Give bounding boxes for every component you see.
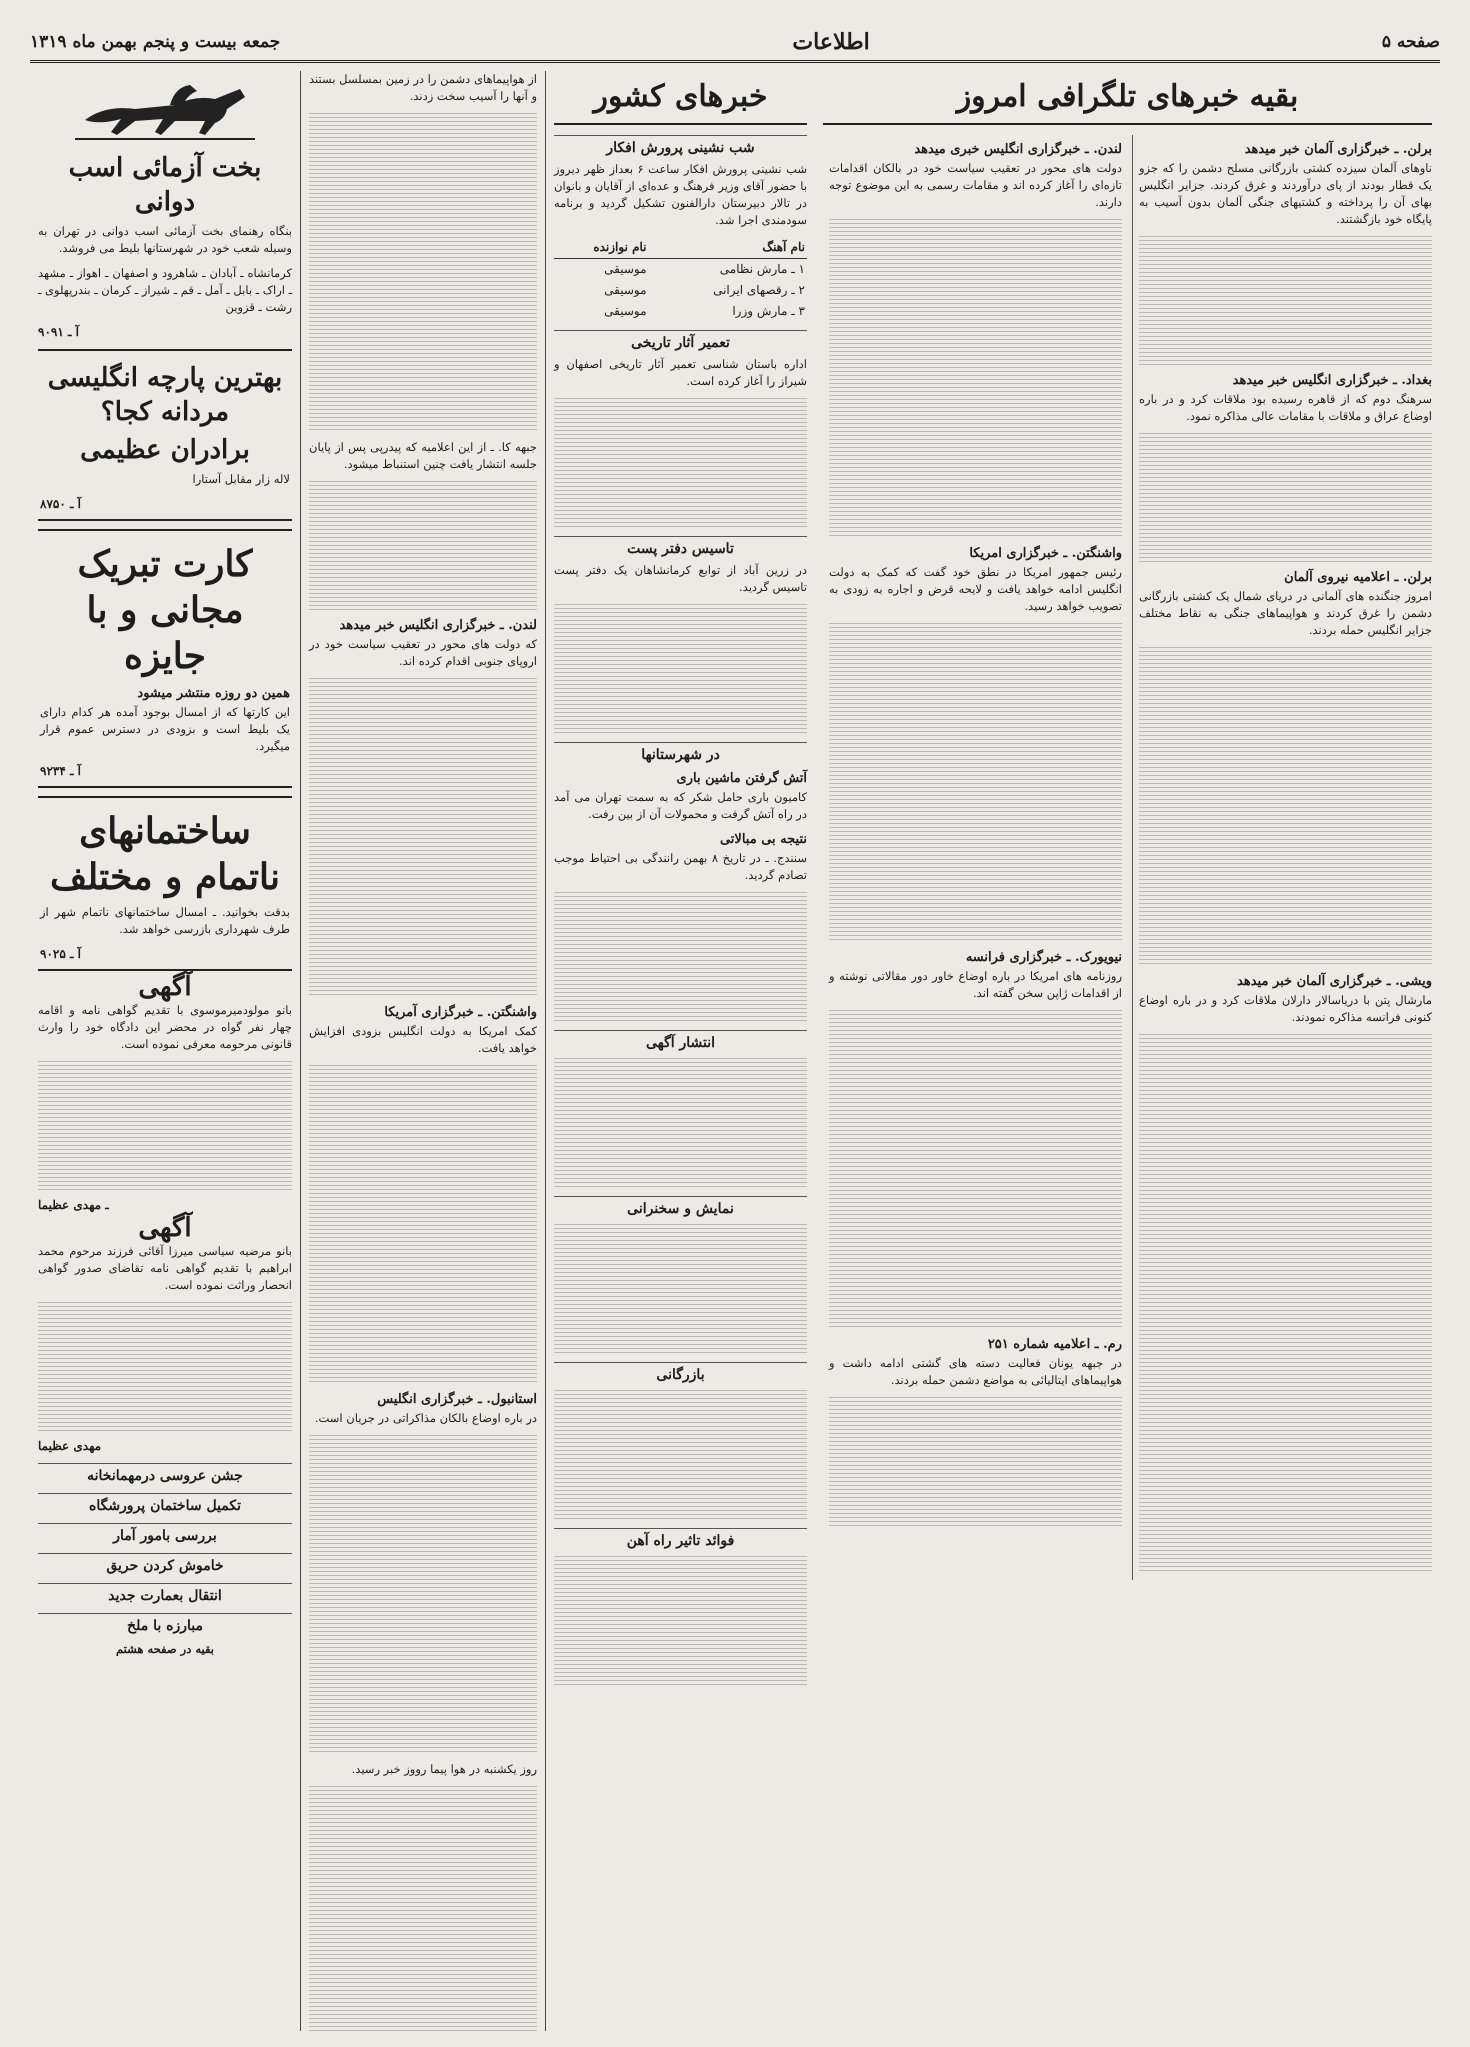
- section-heading: انتشار آگهی: [554, 1030, 807, 1052]
- ad-reference: آ ـ ۸۷۵۰: [40, 497, 81, 511]
- text-block: [309, 113, 537, 433]
- program-player: موسیقی: [604, 304, 647, 318]
- program-player: موسیقی: [604, 262, 647, 276]
- text-block: [554, 1058, 807, 1188]
- ad-reference: آ ـ ۹۰۲۵: [40, 947, 81, 961]
- news-lead: رم. ـ اعلامیه شماره ۲۵۱: [987, 1337, 1122, 1352]
- buildings-ad-title: ساختمانهای ناتمام و مختلف: [49, 810, 281, 898]
- news-paragraph: سنندج. ـ در تاریخ ۸ بهمن رانندگی بی احتیاط موجب تصادم گردید.: [554, 851, 807, 882]
- notice-signature: مهدی عظیما: [38, 1439, 102, 1453]
- masthead: [30, 24, 1440, 63]
- text-block: [554, 1390, 807, 1520]
- section-heading: بررسی بامور آمار: [38, 1523, 292, 1545]
- racehorse-illustration: [65, 75, 265, 145]
- text-block: [829, 1397, 1122, 1527]
- continued-news-column: [300, 71, 545, 2031]
- columns: [30, 71, 1440, 2031]
- news-lead: برلن. ـ خبرگزاری آلمان خبر میدهد: [1244, 142, 1432, 157]
- text-block: [309, 481, 537, 611]
- section-heading: فوائد تاثیر راه آهن: [554, 1528, 807, 1550]
- section-heading: خاموش کردن حریق: [38, 1553, 292, 1575]
- text-block: [829, 1010, 1122, 1330]
- news-lead: لندن. ـ خبرگزاری انگلیس خبر میدهد: [339, 618, 537, 633]
- news-lead: نیویورک. ـ خبرگزاری فرانسه: [965, 950, 1122, 965]
- text-block: [554, 398, 807, 528]
- fabric-ad-title: بهترین پارچه انگلیسی مردانه کجا؟: [47, 363, 283, 427]
- news-paragraph: در جبهه یونان فعالیت دسته های گشتی ادامه داشت و هواپیماهای ایتالیائی به مواضع دشمن حمله بردند.: [829, 1356, 1122, 1387]
- notice-heading: آگهی: [138, 972, 192, 1002]
- page-number: صفحه ۵: [1381, 32, 1440, 52]
- news-lead: بغداد. ـ خبرگزاری انگلیس خبر میدهد: [1232, 373, 1432, 388]
- greeting-card-ad: [38, 529, 292, 788]
- news-lead: ویشی. ـ خبرگزاری آلمان خبر میدهد: [1237, 974, 1432, 989]
- notice-text: بانو مولودمیرموسوی با تقدیم گواهی نامه و اقامه چهار نفر گواه در محضر این دادگاه خود را وارث قانونی مرحومه معرفی نموده است.: [38, 1003, 292, 1051]
- greeting-card-ad-sub: همین دو روزه منتشر میشود: [137, 686, 290, 701]
- news-lead: واشنگتن. ـ خبرگزاری آمریکا: [384, 1005, 537, 1020]
- telegraph-news-title: بقیه خبرهای تلگرافی امروز: [823, 77, 1432, 125]
- ad-reference: آ ـ ۹۲۳۴: [40, 764, 81, 778]
- news-paragraph: که دولت های محور در تعقیب سیاست خود در اروپای جنوبی اقدام کرده اند.: [309, 637, 537, 668]
- ad-text: این کارتها که از امسال بوجود آمده هر کدام دارای یک بلیط است و بزودی در دسترس عموم قرار میگیرد.: [40, 705, 290, 753]
- news-lead: استانبول. ـ خبرگزاری انگلیس: [377, 1392, 537, 1407]
- greeting-card-ad-title: کارت تبریک مجانی و با جایزه: [77, 543, 253, 677]
- news-paragraph: امروز جنگنده های آلمانی در دریای شمال یک کشتی بازرگانی دشمن را غرق کردند و هواپیماهای جنگی به نقاط مختلف جزایر انگلیس حمله بردند.: [1139, 589, 1432, 637]
- domestic-news-title: خبرهای کشور: [554, 77, 807, 125]
- section-heading: انتقال بعمارت جدید: [38, 1583, 292, 1605]
- text-block: [38, 1302, 292, 1432]
- news-paragraph: کامیون باری حامل شکر که به سمت تهران می آمد در راه آتش گرفت و محمولات آن از بین رفت.: [554, 790, 807, 821]
- notice-signature: ـ مهدی عظیما: [38, 1198, 109, 1212]
- text-block: [554, 604, 807, 734]
- news-paragraph: جبهه کا. ـ از این اعلامیه که پیدرپی پس از پایان جلسه انتشار یافت چنین استنباط میشود.: [309, 440, 537, 471]
- news-lead: آتش گرفتن ماشین باری: [676, 771, 807, 786]
- news-paragraph: دولت های محور در تعقیب سیاست خود در بالکان اقدامات تازه‌ای را آغاز کرده اند و مقامات رسمی به این موضوع توجه دارند.: [829, 161, 1122, 209]
- notice-heading: آگهی: [138, 1213, 192, 1243]
- text-block: [554, 1556, 807, 1686]
- news-lead: لندن. ـ خبرگزاری انگلیس خبری میدهد: [914, 142, 1122, 157]
- news-lead: نتیجه بی مبالاتی: [719, 832, 807, 847]
- telegraph-news-column: [815, 71, 1440, 2031]
- ad-text: بدقت بخوانید. ـ امسال ساختمانهای ناتمام شهر از طرف شهرداری بازرسی خواهد شد.: [40, 905, 290, 936]
- domestic-news-column: [545, 71, 815, 2031]
- news-paragraph: کمک امریکا به دولت انگلیس بزودی افزایش خواهد یافت.: [309, 1024, 537, 1055]
- section-heading: در شهرستانها: [554, 742, 807, 764]
- issue-date: جمعه بیست و پنجم بهمن ماه ۱۳۱۹: [30, 32, 281, 52]
- table-row: [554, 301, 807, 322]
- text-block: [309, 1065, 537, 1385]
- program-player: موسیقی: [604, 283, 647, 297]
- notice-text: بانو مرضیه سیاسی میرزا آقائی فرزند مرحوم محمد ابراهیم با تقدیم گواهی نامه تقاضای صدور گواهی انحصار وراثت نموده است.: [38, 1244, 292, 1292]
- section-heading: نمایش و سخنرانی: [554, 1196, 807, 1218]
- ad-text: بنگاه رهنمای بخت آزمائی اسب دوانی در تهران به وسیله شعب خود در شهرستانها بلیط می فروشد.: [38, 224, 292, 255]
- section-heading: تاسیس دفتر پست: [554, 536, 807, 558]
- ads-column: [30, 71, 300, 2031]
- section-heading: بازرگانی: [554, 1362, 807, 1384]
- continued-note: بقیه در صفحه هشتم: [116, 1642, 214, 1656]
- text-block: [1139, 647, 1432, 967]
- text-block: [829, 219, 1122, 539]
- text-block: [1139, 236, 1432, 366]
- news-paragraph: شب نشینی پرورش افکار ساعت ۶ بعداز ظهر دیروز با حضور آقای وزیر فرهنگ و عده‌ای از آقایان و بانوان در تالار دبیرستان دارالفنون تشکیل گردید و برنامه سودمندی اجرا شد.: [554, 162, 807, 227]
- text-block: [1139, 1034, 1432, 1574]
- fabric-ad: [38, 349, 292, 521]
- program-piece: ۲ ـ رقصهای ایرانی: [713, 283, 805, 297]
- section-heading: جشن عروسی درمهمانخانه: [38, 1463, 292, 1485]
- news-paragraph: روز یکشنبه در هوا پیما رووز خبر رسید.: [351, 1762, 537, 1776]
- text-block: [554, 1224, 807, 1354]
- text-block: [309, 678, 537, 998]
- section-heading: تعمیر آثار تاریخی: [554, 330, 807, 352]
- fabric-ad-address: لاله زار مقابل آستارا: [192, 472, 290, 486]
- section-heading: مبارزه با ملخ: [38, 1613, 292, 1635]
- news-paragraph: مارشال پتن با دریاسالار دارلان ملاقات کرد و در باره اوضاع کنونی فرانسه مذاکره نمودند.: [1139, 993, 1432, 1024]
- paper-name: اطلاعات: [792, 29, 870, 55]
- news-paragraph: از هواپیماهای دشمن را در زمین بمسلسل بستند و آنها را آسیب سخت زدند.: [309, 72, 537, 103]
- ad-reference: آ ـ ۹۰۹۱: [38, 325, 79, 339]
- news-paragraph: رئیس جمهور امریکا در نطق خود گفت که کمک به دولت انگلیس ادامه خواهد یافت و لایحه قرض و اجاره به زودی به تصویب خواهد رسید.: [829, 565, 1122, 613]
- text-block: [309, 1435, 537, 1755]
- program-piece: ۱ ـ مارش نظامی: [719, 262, 805, 276]
- program-table: [554, 237, 807, 322]
- text-block: [554, 892, 807, 1022]
- text-block: [1139, 433, 1432, 563]
- news-paragraph: روزنامه های امریکا در باره اوضاع خاور دور مقالاتی نوشته و از اقدامات ژاپن سخن گفته اند.: [829, 969, 1122, 1000]
- program-piece: ۳ ـ مارش وزرا: [732, 304, 805, 318]
- news-lead: برلن. ـ اعلامیه نیروی آلمان: [1284, 570, 1432, 585]
- table-row: [554, 280, 807, 301]
- news-paragraph: در باره اوضاع بالکان مذاکراتی در جریان است.: [314, 1411, 537, 1425]
- text-block: [38, 1061, 292, 1191]
- lottery-ad-title: بخت آزمائی اسب دوانی: [68, 153, 262, 217]
- program-header-piece: نام آهنگ: [649, 237, 807, 259]
- table-row: [554, 259, 807, 281]
- fabric-ad-brand: برادران عظیمی: [80, 435, 250, 465]
- section-heading: شب نشینی پرورش افکار: [554, 135, 807, 157]
- section-heading: تکمیل ساختمان پرورشگاه: [38, 1493, 292, 1515]
- buildings-ad: [38, 796, 292, 971]
- news-paragraph: اداره باستان شناسی تعمیر آثار تاریخی اصفهان و شیراز را آغاز کرده است.: [554, 357, 807, 388]
- news-lead: واشنگتن. ـ خبرگزاری امریکا: [969, 546, 1122, 561]
- news-paragraph: ناوهای آلمان سیزده کشتی بازرگانی مسلح دشمن را که جزو یک قطار بودند از پای درآوردند و غرق کردند. جزایر انگلیس بهای آن را پرداخته و کشتیهای جنگی آلمان بدون آسیب به پایگاه خود بازگشتند.: [1139, 161, 1432, 226]
- program-header-player: نام نوازنده: [554, 237, 649, 259]
- news-paragraph: در زرین آباد از توابع کرمانشاهان یک دفتر پست تاسیس گردید.: [554, 563, 807, 594]
- text-block: [829, 623, 1122, 943]
- city-list: کرمانشاه ـ آبادان ـ شاهرود و اصفهان ـ اهواز ـ مشهد ـ اراک ـ بابل ـ آمل ـ قم ـ شیراز ـ کرمان ـ بندرپهلوی ـ رشت ـ قزوین: [38, 266, 292, 314]
- news-paragraph: سرهنگ دوم که از قاهره رسیده بود ملاقات کرد و در باره اوضاع عراق و ملاقات با مقامات عالی مذاکره نمود.: [1139, 392, 1432, 423]
- text-block: [309, 1786, 537, 2031]
